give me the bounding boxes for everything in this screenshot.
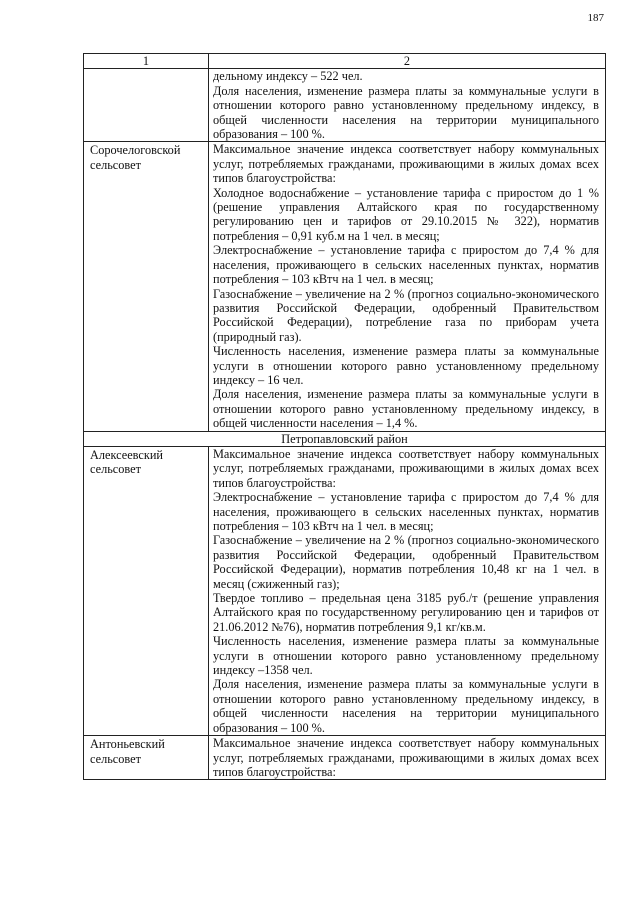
municipality-description xyxy=(209,142,606,431)
description-paragraph: Численность населения, изменение размера платы за коммунальные услуги в отношении которого равно установленному предельному индексу –1358 чел. xyxy=(213,634,599,678)
page-number: 187 xyxy=(587,12,604,24)
table-row xyxy=(84,736,606,780)
municipality-description xyxy=(209,69,606,142)
municipality-name: Сорочелоговской сельсовет xyxy=(84,142,209,431)
description-paragraph: Максимальное значение индекса соответствует набору коммунальных услуг, потребляемых гражданами, проживающими в жилых домах всех типов благоустройства: xyxy=(213,736,599,779)
description-paragraph: Максимальное значение индекса соответствует набору коммунальных услуг, потребляемых гражданами, проживающими в жилых домах всех типов благоустройства: xyxy=(213,142,599,186)
table-header-row xyxy=(84,54,606,69)
municipality-name xyxy=(84,69,209,142)
description-paragraph: Холодное водоснабжение – установление тарифа с приростом до 1 % (решение управления Алтайского края по государственному регулированию цен и тарифов от 29.10.2015 № 322), норматив потребления – 0,91 куб.м на 1 чел. в месяц; xyxy=(213,185,599,243)
municipality-name: Алексеевский сельсовет xyxy=(84,446,209,735)
municipality-name: Антоньевский сельсовет xyxy=(84,736,209,780)
description-paragraph: Электроснабжение – установление тарифа с приростом до 7,4 % для населения, проживающего в сельских населенных пунктах, норматив потребления – 103 кВтч на 1 чел. в месяц; xyxy=(213,243,599,287)
description-paragraph: Доля населения, изменение размера платы за коммунальные услуги в отношении которого равно установленному предельному индексу, в общей численности населения – 1,4 %. xyxy=(213,387,599,431)
column-header-2: 2 xyxy=(209,54,606,69)
description-paragraph: Доля населения, изменение размера платы за коммунальные услуги в отношении которого равно установленному предельному индексу, в общей численности населения на территории муниципального образования – 100 %. xyxy=(213,83,599,142)
description-paragraph: Электроснабжение – установление тарифа с приростом до 7,4 % для населения, проживающего в сельских населенных пунктах, норматив потребления – 103 кВтч на 1 чел. в месяц; xyxy=(213,490,599,533)
description-paragraph: дельному индексу – 522 чел. xyxy=(213,69,363,84)
description-paragraph: Твердое топливо – предельная цена 3185 руб./т (решение управления Алтайского края по государственному регулированию цен и тарифов от 21.06.2012 №76), норматив потребления 9,1 кг/кв.м. xyxy=(213,591,599,634)
municipality-description xyxy=(209,446,606,735)
municipality-description xyxy=(209,736,606,780)
table-row xyxy=(84,142,606,431)
region-row xyxy=(84,431,606,446)
table-row xyxy=(84,69,606,142)
municipal-index-table xyxy=(83,53,606,780)
description-paragraph: Максимальное значение индекса соответствует набору коммунальных услуг, потребляемых гражданами, проживающими в жилых домах всех типов благоустройства: xyxy=(213,446,599,490)
description-paragraph: Газоснабжение – увеличение на 2 % (прогноз социально-экономического развития Российской Федерации, одобренный Правительством Российской Федерации), потребление газа по приборам учета (природный газ). xyxy=(213,286,599,344)
description-paragraph: Численность населения, изменение размера платы за коммунальные услуги в отношении которого равно установленному предельному индексу – 16 чел. xyxy=(213,344,599,387)
description-paragraph: Доля населения, изменение размера платы за коммунальные услуги в отношении которого равно установленному предельному индексу, в общей численности населения на территории муниципального образования – 100 %. xyxy=(213,677,599,735)
table-row xyxy=(84,446,606,735)
region-heading: Петропавловский район xyxy=(84,431,606,446)
column-header-1: 1 xyxy=(84,54,209,69)
description-paragraph: Газоснабжение – увеличение на 2 % (прогноз социально-экономического развития Российской Федерации, одобренный Правительством Российской Федерации), норматив потребления 10,48 кг на 1 чел. в месяц (сжиженный газ); xyxy=(213,533,599,591)
